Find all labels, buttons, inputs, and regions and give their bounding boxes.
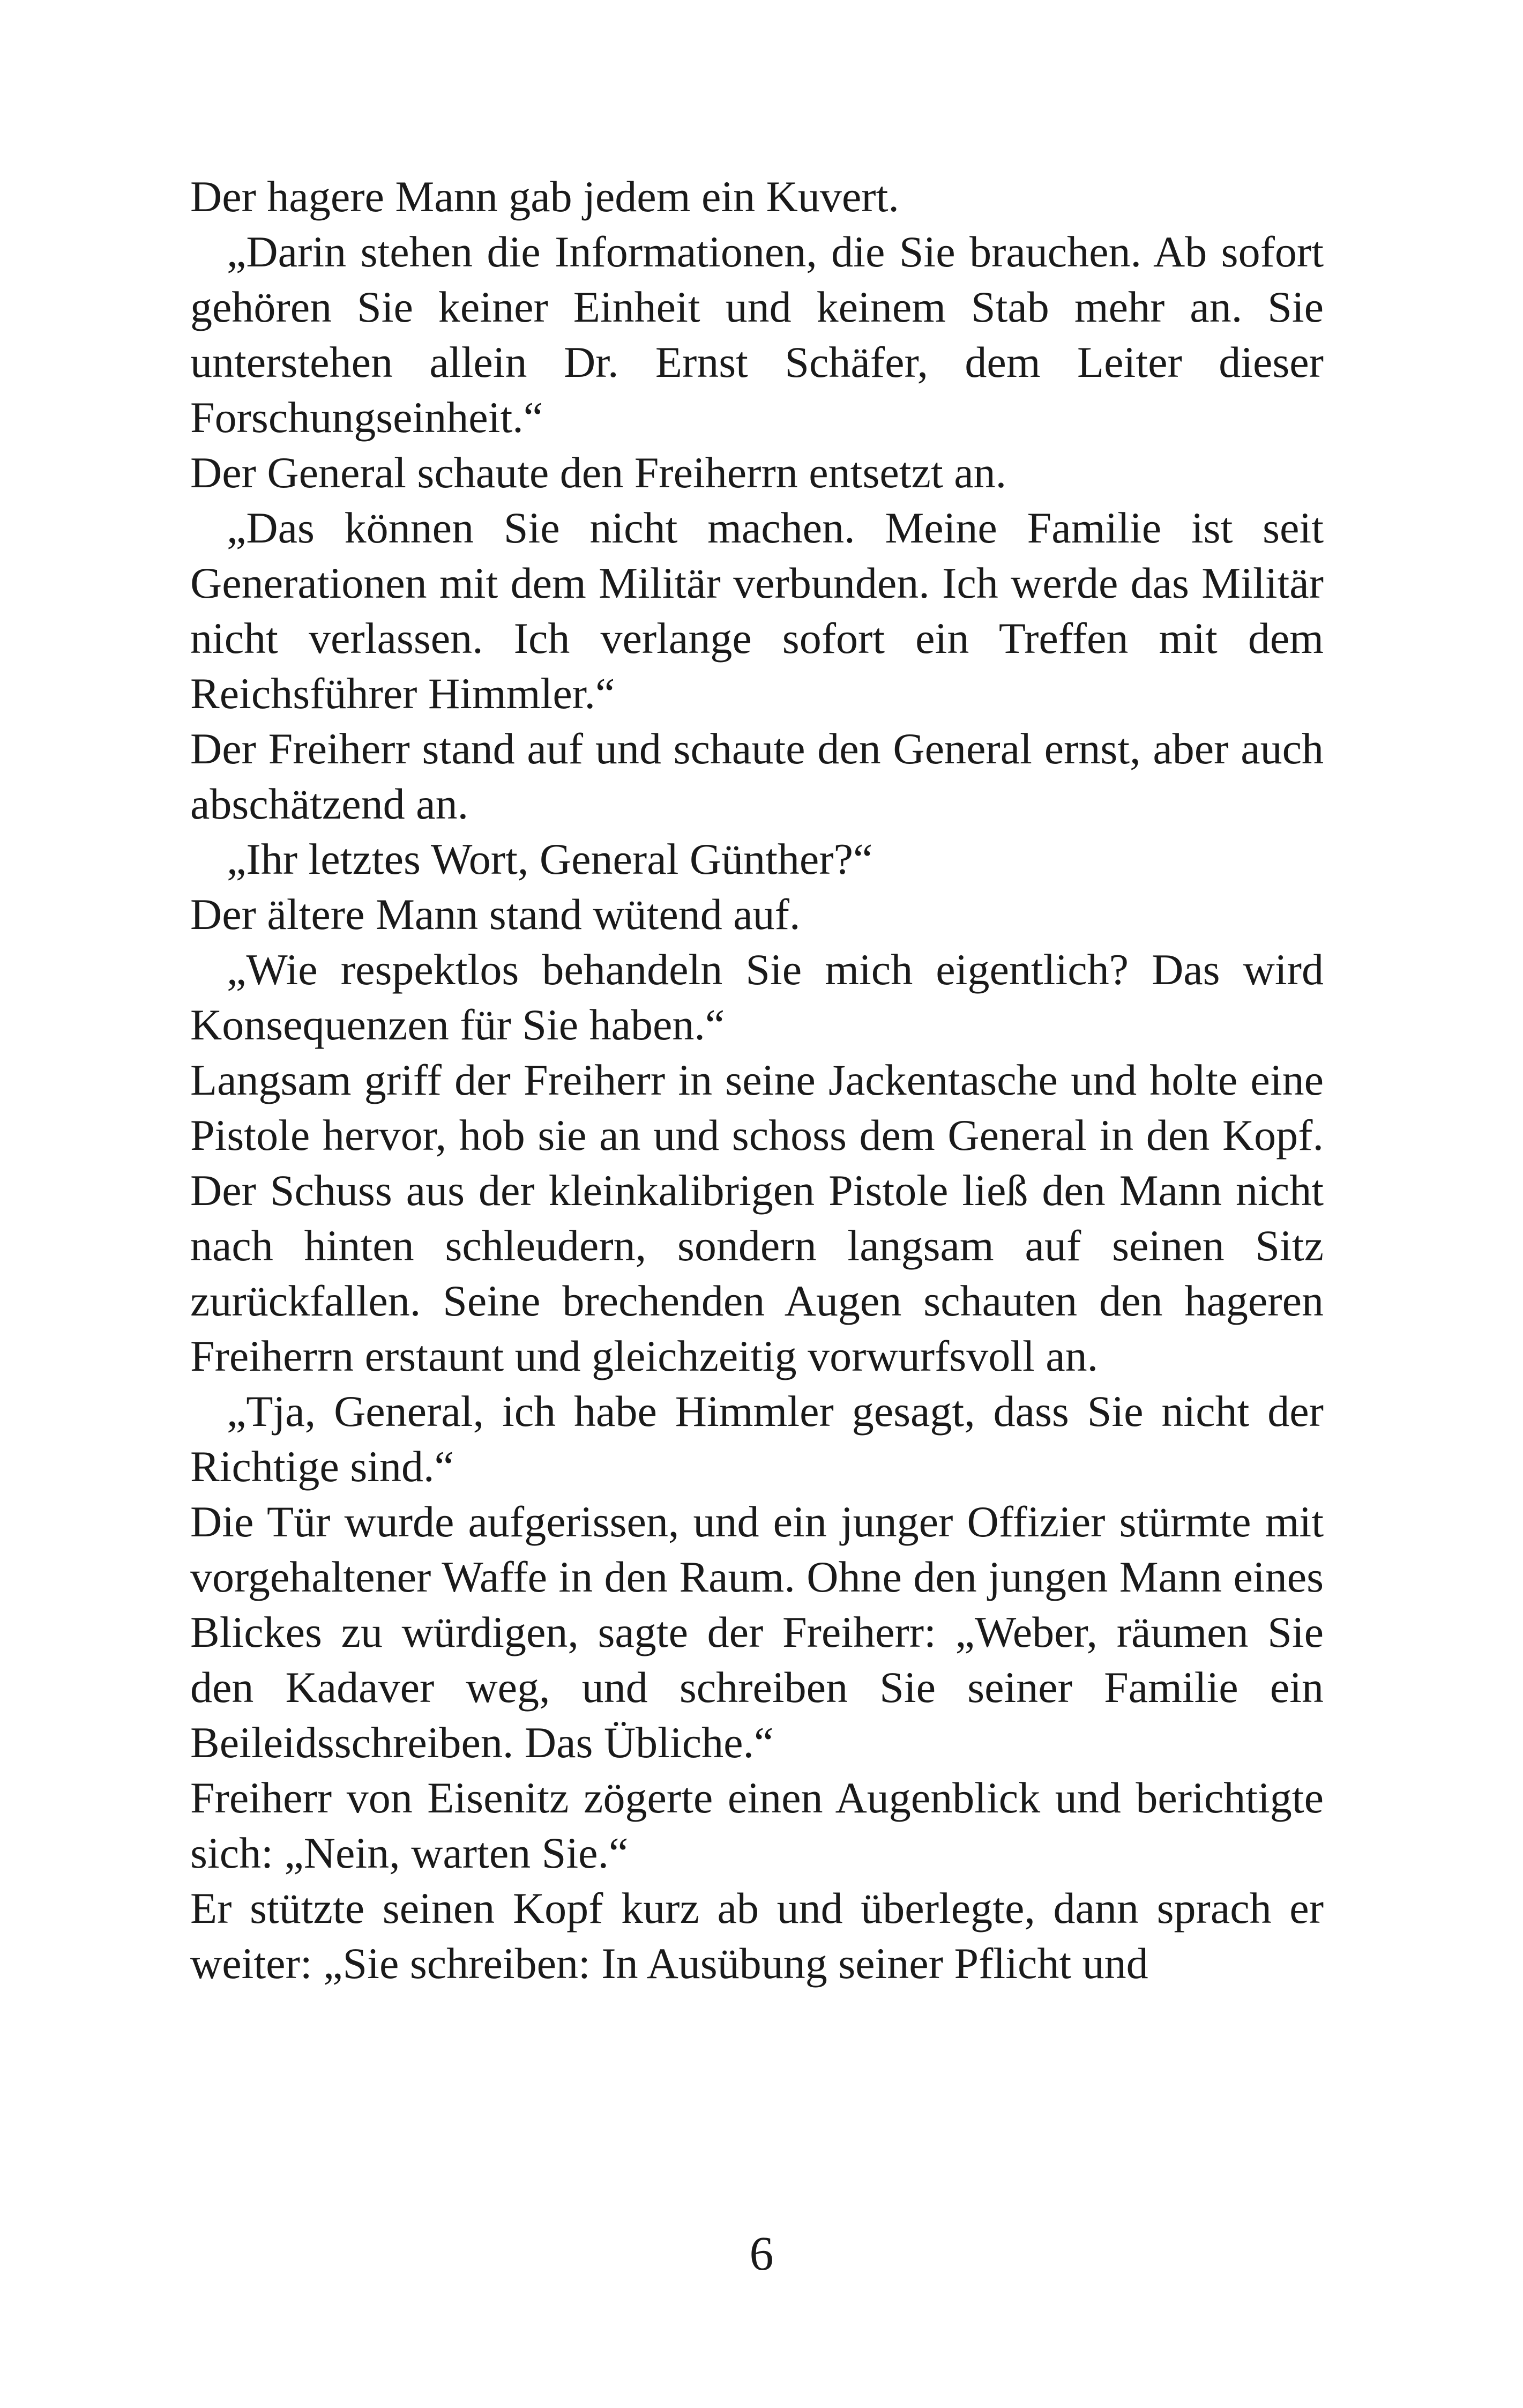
paragraph: Der ältere Mann stand wütend auf.: [190, 890, 801, 939]
page-number: 6: [749, 2227, 774, 2280]
paragraph-dialogue: „Das können Sie nicht machen. Meine Familie ist seit Generationen mit dem Militär verbunden. Ich werde das Militär nicht verlassen. Ich verlange sofort ein Treffen mit dem Reichsführer Himmler.“: [190, 503, 1324, 718]
paragraph: Langsam griff der Freiherr in seine Jackentasche und holte eine Pistole hervor, hob sie an und schoss dem General in den Kopf. Der Schuss aus der kleinkalibrigen Pistole ließ den Mann nicht nach hinten schleudern, sondern langsam auf seinen Sitz zurückfallen. Seine brechenden Augen schauten den hageren Freiherrn erstaunt und gleichzeitig vorwurfsvoll an.: [190, 1056, 1324, 1380]
body-text: [190, 169, 1324, 1991]
paragraph-dialogue: „Ihr letztes Wort, General Günther?“: [227, 835, 873, 883]
paragraph: Freiherr von Eisenitz zögerte einen Augenblick und berichtigte sich: „Nein, warten Sie.“: [190, 1773, 1324, 1877]
paragraph: Der Freiherr stand auf und schaute den General ernst, aber auch abschätzend an.: [190, 724, 1324, 828]
paragraph: Der General schaute den Freiherrn entsetzt an.: [190, 448, 1007, 497]
paragraph-dialogue: „Darin stehen die Informationen, die Sie brauchen. Ab sofort gehören Sie keiner Einheit und keinem Stab mehr an. Sie unterstehen allein Dr. Ernst Schäfer, dem Leiter dieser Forschungseinheit.“: [190, 227, 1324, 442]
paragraph-dialogue: „Wie respektlos behandeln Sie mich eigentlich? Das wird Konsequenzen für Sie haben.“: [190, 945, 1324, 1049]
paragraph: Die Tür wurde aufgerissen, und ein junger Offizier stürmte mit vorgehaltener Waffe in den Raum. Ohne den jungen Mann eines Blickes zu würdigen, sagte der Freiherr: „Weber, räumen Sie den Kadaver weg, und schreiben Sie seiner Familie ein Beileidsschreiben. Das Übliche.“: [190, 1497, 1324, 1767]
paragraph: Er stützte seinen Kopf kurz ab und überlegte, dann sprach er weiter: „Sie schreiben: In Ausübung seiner Pflicht und: [190, 1884, 1324, 1988]
paragraph-dialogue: „Tja, General, ich habe Himmler gesagt, dass Sie nicht der Richtige sind.“: [190, 1387, 1324, 1491]
paragraph: Der hagere Mann gab jedem ein Kuvert.: [190, 172, 899, 221]
